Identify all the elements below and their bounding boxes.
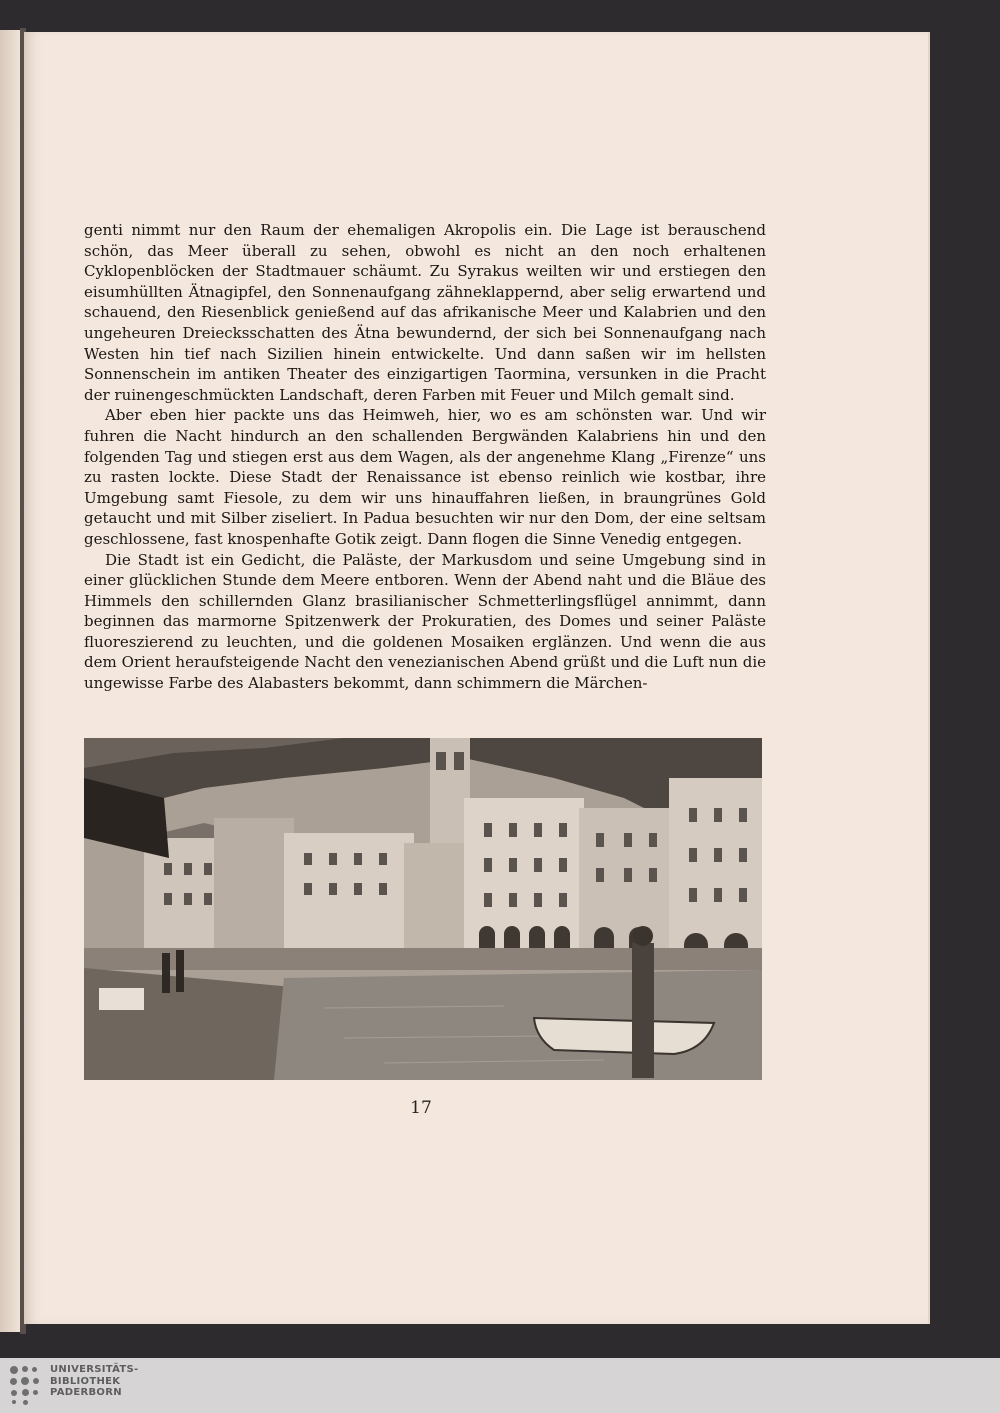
library-logo: [8, 1364, 148, 1408]
harbor-photograph: [84, 738, 762, 1080]
book-page: [24, 32, 928, 1324]
facing-page-edge: [0, 30, 20, 1332]
harbor-photo-illustration: [84, 738, 762, 1080]
logo-line-1: UNIVERSITÄTS-: [50, 1364, 139, 1375]
paragraph-1: genti nimmt nur den Raum der ehemaligen Akropolis ein. Die Lage ist berauschend schön, das Meer überall zu sehen, obwohl es nicht an den noch erhaltenen Cyklopenblöcken der Stadtmauer schäumt. Zu Syrakus weilten wir und erstiegen den eisumhüllten Ätnagipfel, den Sonnenaufgang zähneklappernd, aber selig erwartend und schauend, den Riesenblick genießend auf das afrikanische Meer und Kalabrien und den ungeheuren Dreiecksschatten des Ätna bewundernd, der sich bei Sonnenaufgang nach Westen hin tief nach Sizilien hinein entwickelte. Und dann saßen wir im hellsten Sonnenschein im antiken Theater des einzigartigen Taormina, versunken in die Pracht der ruinengeschmückten Landschaft, deren Farben mit Feuer und Milch gemalt sind.: [84, 221, 766, 404]
page-number: 17: [410, 1098, 432, 1118]
paragraph-2: Aber eben hier packte uns das Heimweh, hier, wo es am schönsten war. Und wir fuhren die Nacht hindurch an den schallenden Bergwänden Kalabriens hin und den folgenden Tag und stiegen erst aus dem Wagen, als der angenehme Klang „Firenze“ uns zu rasten lockte. Diese Stadt der Renaissance ist ebenso reinlich wie kostbar, ihre Umgebung samt Fiesole, zu dem wir uns hinauffahren ließen, in braungrünes Gold getaucht und mit Silber ziseliert. In Padua besuchten wir nur den Dom, der eine seltsam geschlossene, fast knospenhafte Gotik zeigt. Dann flogen die Sinne Venedig entgegen.: [84, 406, 766, 548]
library-footer: [0, 1358, 1000, 1413]
paragraph-3: Die Stadt ist ein Gedicht, die Paläste, der Markusdom und seine Umgebung sind in einer glücklichen Stunde dem Meere entboren. Wenn der Abend naht und die Bläue des Himmels den schillernden Glanz brasilianischer Schmetterlingsflügel annimmt, dann beginnen das marmorne Spitzenwerk der Prokuratien, des Domes und seiner Paläste fluoreszierend zu leuchten, und die goldenen Mosaiken erglänzen. Und wenn die aus dem Orient heraufsteigende Nacht den venezianischen Abend grüßt und die Luft nun die ungewisse Farbe des Alabasters bekommt, dann schimmern die Märchen-: [84, 550, 766, 693]
logo-line-3: PADERBORN: [50, 1387, 122, 1398]
logo-line-2: BIBLIOTHEK: [50, 1375, 121, 1387]
dot-pattern-icon: [8, 1364, 42, 1406]
body-text: [84, 220, 766, 694]
